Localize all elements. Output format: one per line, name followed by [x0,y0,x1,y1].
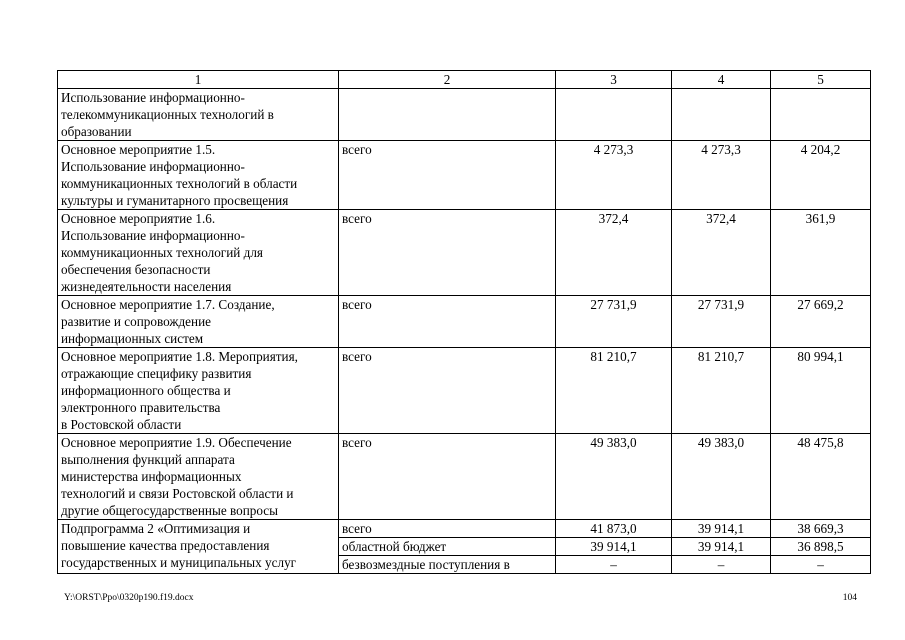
row-value-col3: 27 731,9 [556,296,672,348]
subprogram-type-cell: безвозмездные поступления в [339,556,556,574]
subprogram-name-cell: Подпрограмма 2 «Оптимизация и повышение качества предоставления государственных и муниципальных услуг [58,520,339,574]
table-row [58,434,871,520]
row-value-col3 [556,89,672,141]
row-type-cell: всего [339,434,556,520]
row-type-cell: всего [339,348,556,434]
row-value-col5: 361,9 [771,210,871,296]
subprogram-value-col3: 39 914,1 [556,538,672,556]
subprogram-type-cell: областной бюджет [339,538,556,556]
row-value-col5: 48 475,8 [771,434,871,520]
subprogram-value-col4: – [672,556,771,574]
file-path-footer: Y:\ORST\Ppo\0320p190.f19.docx [64,593,194,603]
row-value-col3: 49 383,0 [556,434,672,520]
subprogram-value-col5: 36 898,5 [771,538,871,556]
subprogram-value-col4: 39 914,1 [672,538,771,556]
row-type-cell: всего [339,210,556,296]
table-header-row [58,71,871,89]
budget-table [57,70,871,574]
row-value-col5 [771,89,871,141]
table-row [58,348,871,434]
header-cell: 3 [556,71,672,89]
row-name-cell: Основное мероприятие 1.5. Использование информационно- коммуникационных технологий в области культуры и гуманитарного просвещения [58,141,339,210]
table-row [58,89,871,141]
header-cell: 1 [58,71,339,89]
row-type-cell: всего [339,296,556,348]
row-value-col4: 27 731,9 [672,296,771,348]
row-type-cell [339,89,556,141]
subprogram-type-cell: всего [339,520,556,538]
row-name-cell: Основное мероприятие 1.7. Создание, развитие и сопровождение информационных систем [58,296,339,348]
row-value-col4: 81 210,7 [672,348,771,434]
row-value-col3: 81 210,7 [556,348,672,434]
row-name-cell: Основное мероприятие 1.8. Мероприятия, отражающие специфику развития информационного общества и электронного правительства в Ростовской области [58,348,339,434]
row-value-col5: 80 994,1 [771,348,871,434]
row-value-col4 [672,89,771,141]
subprogram-value-col5: 38 669,3 [771,520,871,538]
row-value-col5: 27 669,2 [771,296,871,348]
subprogram-value-col5: – [771,556,871,574]
row-value-col3: 372,4 [556,210,672,296]
row-name-cell: Использование информационно- телекоммуникационных технологий в образовании [58,89,339,141]
table-row [58,296,871,348]
page-number: 104 [842,593,857,603]
table-row [58,141,871,210]
row-value-col4: 49 383,0 [672,434,771,520]
table-row [58,210,871,296]
row-value-col3: 4 273,3 [556,141,672,210]
subprogram-value-col4: 39 914,1 [672,520,771,538]
row-value-col4: 4 273,3 [672,141,771,210]
header-cell: 5 [771,71,871,89]
row-name-cell: Основное мероприятие 1.6. Использование информационно- коммуникационных технологий для обеспечения безопасности жизнедеятельности населения [58,210,339,296]
header-cell: 4 [672,71,771,89]
row-value-col4: 372,4 [672,210,771,296]
row-type-cell: всего [339,141,556,210]
subprogram-value-col3: – [556,556,672,574]
subprogram-value-col3: 41 873,0 [556,520,672,538]
row-value-col5: 4 204,2 [771,141,871,210]
subprogram-row-total [58,520,871,538]
row-name-cell: Основное мероприятие 1.9. Обеспечение выполнения функций аппарата министерства информационных технологий и связи Ростовской области и другие общегосударственные вопросы [58,434,339,520]
header-cell: 2 [339,71,556,89]
